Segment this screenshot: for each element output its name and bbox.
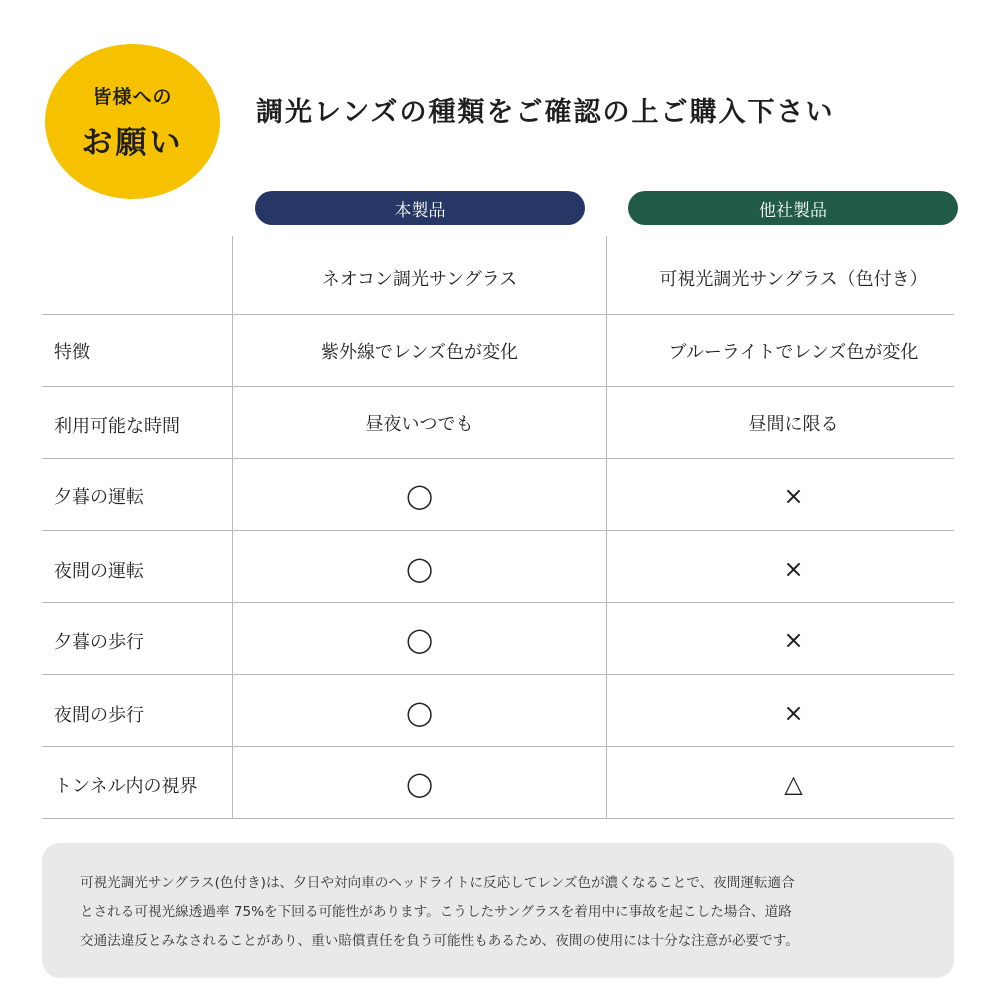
triangle-mark-other: △ <box>784 770 803 798</box>
circle-mark-ours: ◯ <box>406 626 433 654</box>
column-header-ours: 本製品 <box>255 191 585 225</box>
product-name-other: 可視光調光サングラス（色付き） <box>659 269 928 290</box>
cross-mark-other: × <box>783 482 804 510</box>
disclaimer-note <box>42 843 954 978</box>
note-line-1: 可視光調光サングラス(色付き)は、夕日や対向車のヘッドライトに反応してレンズ色が濃くなることで、夜間運転適合 <box>80 875 795 891</box>
row-value-ours: 昼夜いつでも <box>365 414 474 435</box>
notice-badge <box>45 44 220 199</box>
badge-line1: 皆様への <box>92 85 173 108</box>
row-label: 夜間の歩行 <box>54 705 144 726</box>
row-label: 夕暮の運転 <box>54 487 144 508</box>
note-line-2: とされる可視光線透過率 75%を下回る可能性があります。こうしたサングラスを着用中に事故を起こした場合、道路 <box>80 904 792 920</box>
row-value-other: 昼間に限る <box>748 414 839 435</box>
circle-mark-ours: ◯ <box>406 555 433 583</box>
row-label: 夕暮の歩行 <box>54 632 144 653</box>
product-name-ours: ネオコン調光サングラス <box>321 269 518 290</box>
row-value-other: ブルーライトでレンズ色が変化 <box>668 342 919 363</box>
cross-mark-other: × <box>783 555 804 583</box>
note-line-3: 交通法違反とみなされることがあり、重い賠償責任を負う可能性もあるため、夜間の使用には十分な注意が必要です。 <box>80 933 799 949</box>
cross-mark-other: × <box>783 626 804 654</box>
row-value-ours: 紫外線でレンズ色が変化 <box>320 342 518 363</box>
row-label: トンネル内の視界 <box>54 776 198 797</box>
circle-mark-ours: ◯ <box>406 699 433 727</box>
headline: 調光レンズの種類をご確認の上ご購入下さい <box>256 97 835 128</box>
divider-horizontal <box>42 818 954 819</box>
cross-mark-other: × <box>783 699 804 727</box>
circle-mark-ours: ◯ <box>406 482 433 510</box>
row-label: 利用可能な時間 <box>54 416 180 437</box>
circle-mark-ours: ◯ <box>406 770 433 798</box>
badge-line2: お願い <box>81 124 184 161</box>
column-header-other: 他社製品 <box>628 191 958 225</box>
row-label: 夜間の運転 <box>54 561 144 582</box>
row-label: 特徴 <box>54 342 90 363</box>
